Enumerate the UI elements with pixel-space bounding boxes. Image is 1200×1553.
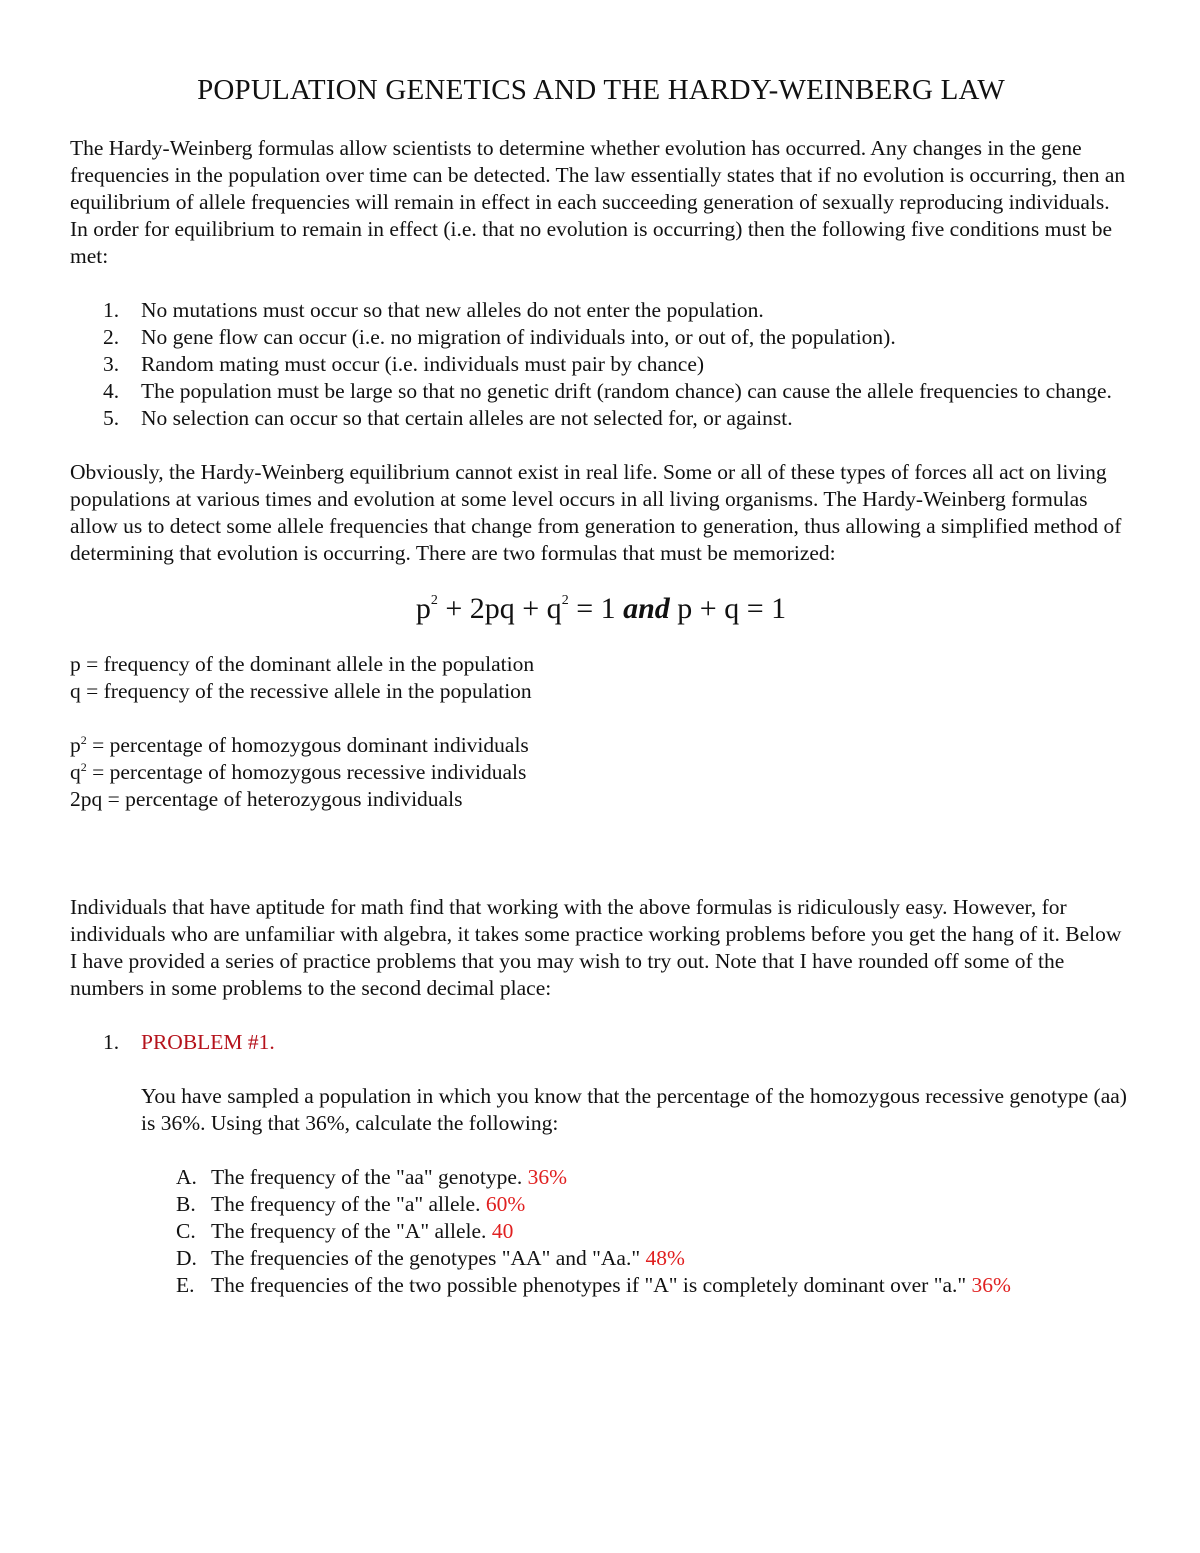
hardy-weinberg-formula: $p^2 + 2pq + q^2 = 1$ and p + q = 1 — [415, 592, 787, 625]
definition-2pq: 2pq = percentage of heterozygous individuals — [70, 787, 463, 811]
definition-p: p = frequency of the dominant allele in the population — [70, 652, 535, 676]
practice-paragraph: Individuals that have aptitude for math find that working with the above formulas is ridiculously easy. However, for individuals who are unfamiliar with algebra, it takes some practice working problems before you get the hang of it. Below I have provided a series of practice problems that you may wish to try out. Note that I have rounded off some of the numbers in some problems to the second decimal place: — [70, 895, 1122, 1000]
answer: 36% — [971, 1273, 1011, 1297]
problem-1-text: You have sampled a population in which you know that the percentage of the homozygous recessive genotype (aa) is 36%. Using that 36%, calculate the following: — [141, 1084, 1127, 1135]
problem-1-questions — [70, 1164, 1132, 1299]
question-item: B. The frequency of the "a" allele. 60% — [176, 1192, 526, 1216]
question-item: D. The frequencies of the genotypes "AA" and "Aa." 48% — [176, 1246, 685, 1270]
problem-1: 1. PROBLEM #1. — [103, 1030, 275, 1054]
answer: 40 — [491, 1219, 514, 1243]
evolution-paragraph: Obviously, the Hardy-Weinberg equilibrium cannot exist in real life. Some or all of these types of forces all act on living populations at various times and evolution at some level occurs in all living organisms. The Hardy-Weinberg formulas allow us to detect some allele frequencies that change from generation to generation, thus allowing a simplified method of determining that evolution is occurring. There are two formulas that must be memorized: — [70, 460, 1122, 565]
answer: 36% — [527, 1165, 568, 1189]
condition-item: 4. The population must be large so that no genetic drift (random chance) can cause the allele frequencies to change. — [103, 379, 1112, 403]
question-item: E. The frequencies of the two possible phenotypes if "A" is completely dominant over "a." 36% — [176, 1273, 1011, 1297]
question-item: C. The frequency of the "A" allele. 40 — [176, 1219, 514, 1243]
condition-item: 2. No gene flow can occur (i.e. no migration of individuals into, or out of, the population). — [103, 325, 896, 349]
answer: 60% — [485, 1192, 526, 1216]
intro-paragraph: The Hardy-Weinberg formulas allow scientists to determine whether evolution has occurred. Any changes in the gene frequencies in the population over time can be detected. The law essentially states that if no evolution is occurring, then an equilibrium of allele frequencies will remain in effect in each succeeding generation of sexually reproducing individuals. In order for equilibrium to remain in effect (i.e. that no evolution is occurring) then the following five conditions must be met: — [70, 136, 1126, 268]
condition-item: 5. No selection can occur so that certain alleles are not selected for, or against. — [103, 406, 793, 430]
definition-p-squared: $p^2$ = percentage of homozygous dominant individuals — [70, 733, 529, 757]
page-title: POPULATION GENETICS AND THE HARDY-WEINBERG LAW — [197, 74, 1005, 106]
definitions-block — [70, 651, 1132, 813]
definition-q-squared: $q^2$ = percentage of homozygous recessive individuals — [70, 760, 527, 784]
conditions-list — [70, 297, 1132, 432]
definition-q: q = frequency of the recessive allele in the population — [70, 679, 532, 703]
condition-item: 3. Random mating must occur (i.e. individuals must pair by chance) — [103, 352, 705, 376]
answer: 48% — [645, 1246, 685, 1270]
condition-item: 1. No mutations must occur so that new alleles do not enter the population. — [103, 298, 764, 322]
document-page — [70, 72, 1132, 1299]
problem-1-heading: PROBLEM #1. — [141, 1030, 275, 1054]
question-item: A. The frequency of the "aa" genotype. 36% — [176, 1165, 568, 1189]
